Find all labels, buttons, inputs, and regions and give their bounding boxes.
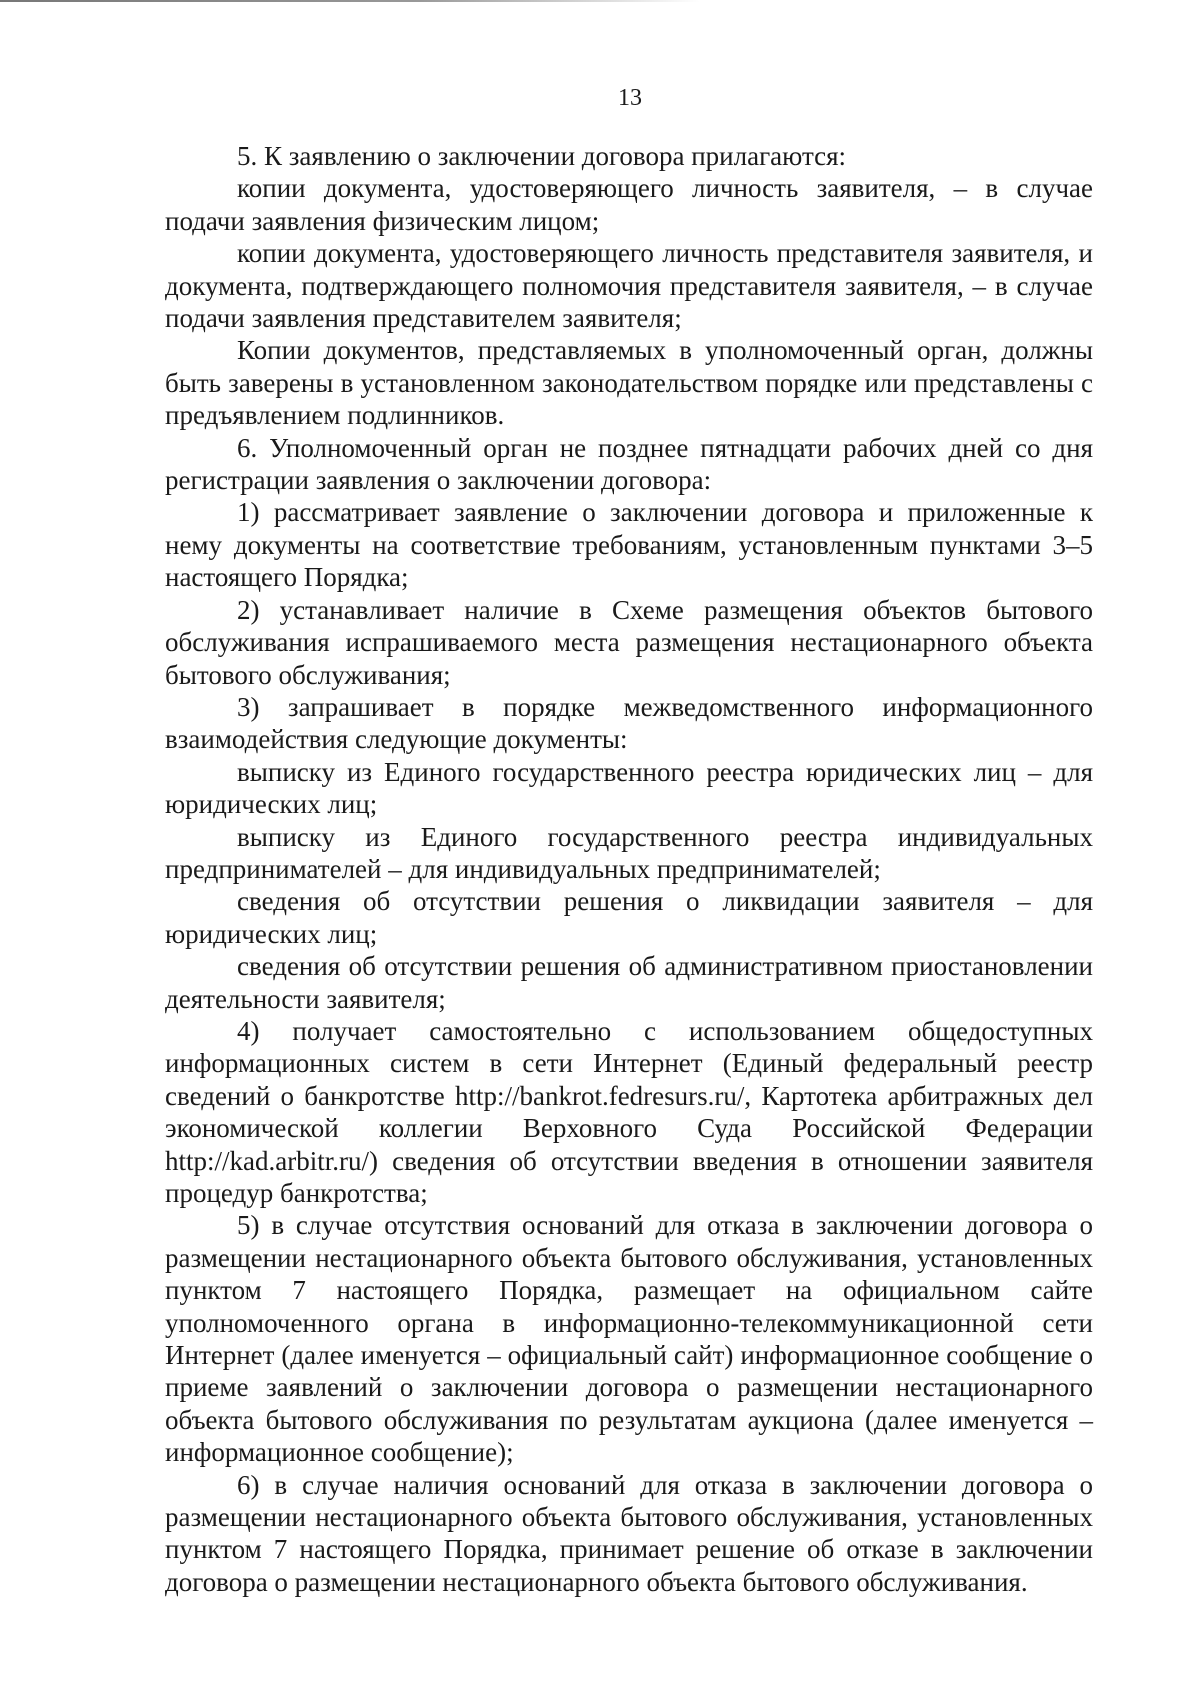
- document-body: [165, 140, 1093, 1598]
- paragraph: 4) получает самостоятельно с использованием общедоступных информационных систем в сети Интернет (Единый федеральный реестр сведений о банкротстве http://bankrot.fedresurs.ru/, Картотека арбитражных дел экономической коллегии Верховного Суда Российской Федерации http://kad.arbitr.ru/) сведения об отсутствии введения в отношении заявителя процедур банкротства;: [165, 1015, 1093, 1208]
- paragraph: 6) в случае наличия оснований для отказа в заключении договора о размещении нестационарного объекта бытового обслуживания, установленных пунктом 7 настоящего Порядка, принимает решение об отказе в заключении договора о размещении нестационарного объекта бытового обслуживания.: [165, 1469, 1093, 1597]
- paragraph: Копии документов, представляемых в уполномоченный орган, должны быть заверены в установленном законодательством порядке или представлены с предъявлением подлинников.: [165, 335, 1093, 431]
- paragraph: сведения об отсутствии решения об административном приостановлении деятельности заявителя;: [165, 951, 1093, 1014]
- paragraph: 3) запрашивает в порядке межведомственного информационного взаимодействия следующие документы:: [165, 691, 1093, 755]
- paragraph: 5) в случае отсутствия оснований для отказа в заключении договора о размещении нестационарного объекта бытового обслуживания, установленных пунктом 7 настоящего Порядка, размещает на официальном сайте уполномоченного органа в информационно-телекоммуникационной сети Интернет (далее именуется – официальный сайт) информационное сообщение о приеме заявлений о заключении договора о размещении нестационарного объекта бытового обслуживания по результатам аукциона (далее именуется – информационное сообщение);: [165, 1210, 1093, 1468]
- page-number: 13: [618, 85, 642, 111]
- paragraph: копии документа, удостоверяющего личность представителя заявителя, и документа, подтверждающего полномочия представителя заявителя, – в случае подачи заявления представителем заявителя;: [165, 238, 1093, 334]
- paragraph: выписку из Единого государственного реестра юридических лиц – для юридических лиц;: [165, 756, 1093, 820]
- paragraph: 5. К заявлению о заключении договора прилагаются:: [237, 141, 846, 171]
- paragraph: выписку из Единого государственного реестра индивидуальных предпринимателей – для индивидуальных предпринимателей;: [165, 821, 1093, 884]
- paragraph: копии документа, удостоверяющего личность заявителя, – в случае подачи заявления физическим лицом;: [165, 173, 1093, 236]
- paragraph: сведения об отсутствии решения о ликвидации заявителя – для юридических лиц;: [165, 886, 1093, 949]
- paragraph: 2) устанавливает наличие в Схеме размещения объектов бытового обслуживания испрашиваемого места размещения нестационарного объекта бытового обслуживания;: [165, 594, 1093, 690]
- paragraph: 6. Уполномоченный орган не позднее пятнадцати рабочих дней со дня регистрации заявления о заключении договора:: [165, 432, 1093, 496]
- paragraph: 1) рассматривает заявление о заключении договора и приложенные к нему документы на соответствие требованиям, установленным пунктами 3–5 настоящего Порядка;: [165, 497, 1093, 593]
